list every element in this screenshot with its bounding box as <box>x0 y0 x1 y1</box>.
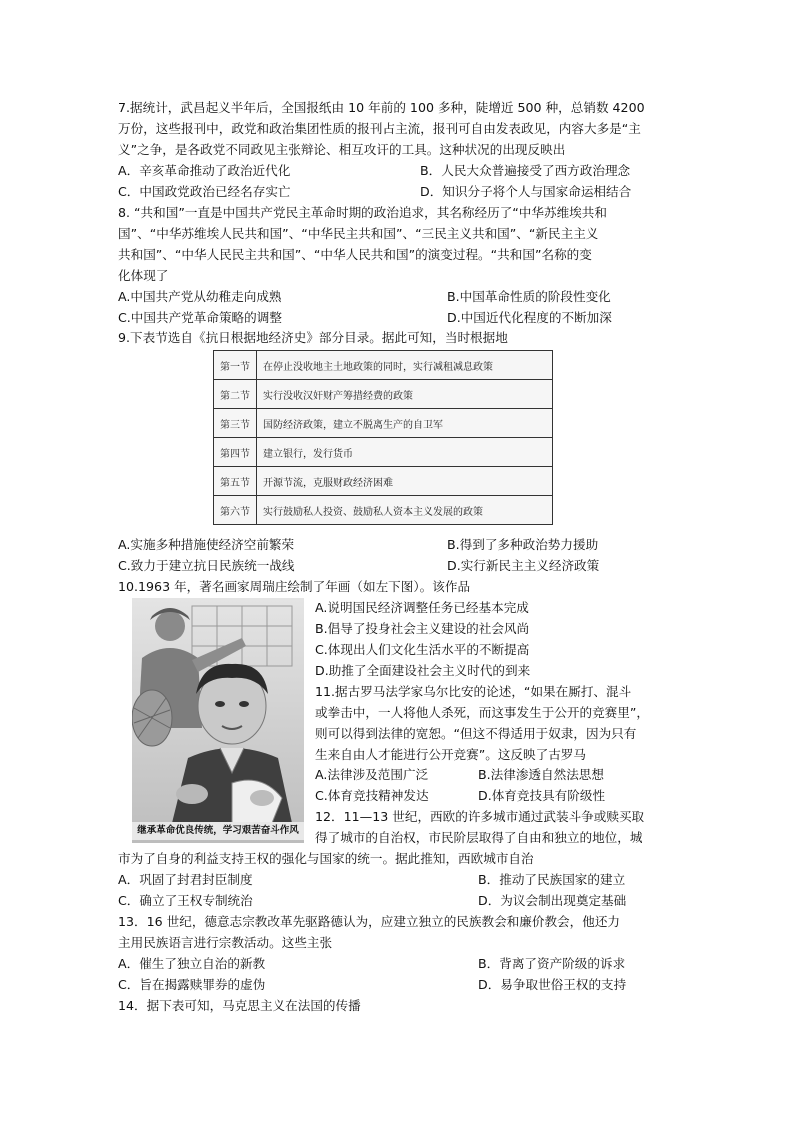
q13-option-a: A．催生了独立自治的新教 <box>118 956 266 971</box>
q8-option-a: A.中国共产党从幼稚走向成熟 <box>118 289 282 304</box>
q12-stem-line-1: 12．11—13 世纪，西欧的许多城市通过武装斗争或赎买取 <box>315 809 645 824</box>
q12-stem-line-3: 市为了自身的利益支持王权的强化与国家的统一。据此推知，西欧城市自治 <box>118 851 534 866</box>
table-row <box>214 409 553 438</box>
q8-stem-line-2: 国”、“中华苏维埃人民共和国”、“中华民主共和国”、“三民主义共和国”、“新民主主义 <box>118 226 599 241</box>
table-section-cell: 第二节 <box>214 380 257 409</box>
table-title-cell: 实行鼓励私人投资、鼓励私人资本主义发展的政策 <box>257 496 553 525</box>
q11-stem-line-4: 生来自由人才能进行公开竞赛”。这反映了古罗马 <box>315 747 586 762</box>
table-section-cell: 第五节 <box>214 467 257 496</box>
q10-stem: 10.1963 年，著名画家周瑞庄绘制了年画（如左下图）。该作品 <box>118 579 471 594</box>
q10-option-a: A.说明国民经济调整任务已经基本完成 <box>315 600 529 615</box>
q11-option-b: B.法律渗透自然法思想 <box>478 767 604 782</box>
q14-stem: 14．据下表可知，马克思主义在法国的传播 <box>118 998 361 1013</box>
q12-option-a: A．巩固了封君封臣制度 <box>118 872 253 887</box>
table-title-cell: 在停止没收地主土地政策的同时，实行减租减息政策 <box>257 351 553 380</box>
q11-option-a: A.法律涉及范围广泛 <box>315 767 429 782</box>
q13-stem-line-2: 主用民族语言进行宗教活动。这些主张 <box>118 935 333 950</box>
q12-option-b: B．推动了民族国家的建立 <box>478 872 626 887</box>
q10-option-c: C.体现出人们文化生活水平的不断提高 <box>315 642 530 657</box>
table-row <box>214 496 553 525</box>
table-row <box>214 438 553 467</box>
q11-option-c: C.体育竞技精神发达 <box>315 788 429 803</box>
q11-stem-line-2: 或拳击中，一人将他人杀死，而这事发生于公开的竞赛里”， <box>315 705 649 720</box>
q7-option-d: D．知识分子将个人与国家命运相结合 <box>420 184 632 199</box>
table-section-cell: 第四节 <box>214 438 257 467</box>
q8-stem-line-4: 化体现了 <box>118 268 169 283</box>
q9-stem: 9.下表节选自《抗日根据地经济史》部分目录。据此可知，当时根据地 <box>118 330 508 345</box>
q11-stem-line-1: 11.据古罗马法学家乌尔比安的论述，“如果在厮打、混斗 <box>315 684 632 699</box>
q8-stem-line-3: 共和国”、“中华人民民主共和国”、“中华人民共和国”的演变过程。“共和国”名称的变 <box>118 247 592 262</box>
table-row <box>214 351 553 380</box>
q7-stem-line-2: 万份，这些报刊中，政党和政治集团性质的报刊占主流，报刊可自由发表政见，内容大多是“主 <box>118 121 641 136</box>
q7-stem-line-1: 7.据统计，武昌起义半年后，全国报纸由 10 年前的 100 多种，陡增近 500 种，总销数 4200 <box>118 100 645 115</box>
q11-stem-line-3: 则可以得到法律的宽恕。“但这不得适用于奴隶，因为只有 <box>315 726 637 741</box>
q8-stem-line-1: 8. “共和国”一直是中国共产党民主革命时期的政治追求，其名称经历了“中华苏维埃共和 <box>118 205 607 220</box>
q7-option-b: B．人民大众普遍接受了西方政治理念 <box>420 163 631 178</box>
q9-option-c: C.致力于建立抗日民族统一战线 <box>118 558 295 573</box>
table-section-cell: 第三节 <box>214 409 257 438</box>
new-year-poster-image <box>132 598 304 843</box>
table-title-cell: 建立银行，发行货币 <box>257 438 553 467</box>
table-title-cell: 开源节流，克服财政经济困难 <box>257 467 553 496</box>
q9-option-d: D.实行新民主主义经济政策 <box>447 558 600 573</box>
q12-option-c: C．确立了王权专制统治 <box>118 893 253 908</box>
poster-caption: 继承革命优良传统，学习艰苦奋斗作风 <box>132 822 304 840</box>
q8-option-b: B.中国革命性质的阶段性变化 <box>447 289 611 304</box>
q8-option-c: C.中国共产党革命策略的调整 <box>118 310 282 325</box>
q7-option-c: C．中国政党政治已经名存实亡 <box>118 184 291 199</box>
q7-option-a: A．辛亥革命推动了政治近代化 <box>118 163 291 178</box>
q7-stem-line-3: 义”之争，是各政党不同政见主张辩论、相互攻讦的工具。这种状况的出现反映出 <box>118 142 566 157</box>
q9-option-a: A.实施多种措施使经济空前繁荣 <box>118 537 295 552</box>
q13-option-c: C．旨在揭露赎罪券的虚伪 <box>118 977 266 992</box>
q13-option-b: B．背离了资产阶级的诉求 <box>478 956 626 971</box>
q12-stem-line-2: 得了城市的自治权，市民阶层取得了自由和独立的地位，城 <box>315 830 643 845</box>
table-row <box>214 380 553 409</box>
table-title-cell: 国防经济政策，建立不脱离生产的自卫军 <box>257 409 553 438</box>
q13-option-d: D．易争取世俗王权的支持 <box>478 977 627 992</box>
q12-option-d: D．为议会制出现奠定基础 <box>478 893 627 908</box>
q13-stem-line-1: 13．16 世纪，德意志宗教改革先驱路德认为，应建立独立的民族教会和廉价教会，他还力 <box>118 914 621 929</box>
table-section-cell: 第一节 <box>214 351 257 380</box>
table-row <box>214 467 553 496</box>
q10-option-d: D.助推了全面建设社会主义时代的到来 <box>315 663 531 678</box>
q9-contents-table <box>213 350 553 525</box>
table-title-cell: 实行没收汉奸财产筹措经费的政策 <box>257 380 553 409</box>
table-section-cell: 第六节 <box>214 496 257 525</box>
q10-option-b: B.倡导了投身社会主义建设的社会风尚 <box>315 621 530 636</box>
q9-option-b: B.得到了多种政治势力援助 <box>447 537 599 552</box>
q11-option-d: D.体育竞技具有阶级性 <box>478 788 606 803</box>
poster-illustration <box>132 598 304 843</box>
q8-option-d: D.中国近代化程度的不断加深 <box>447 310 612 325</box>
